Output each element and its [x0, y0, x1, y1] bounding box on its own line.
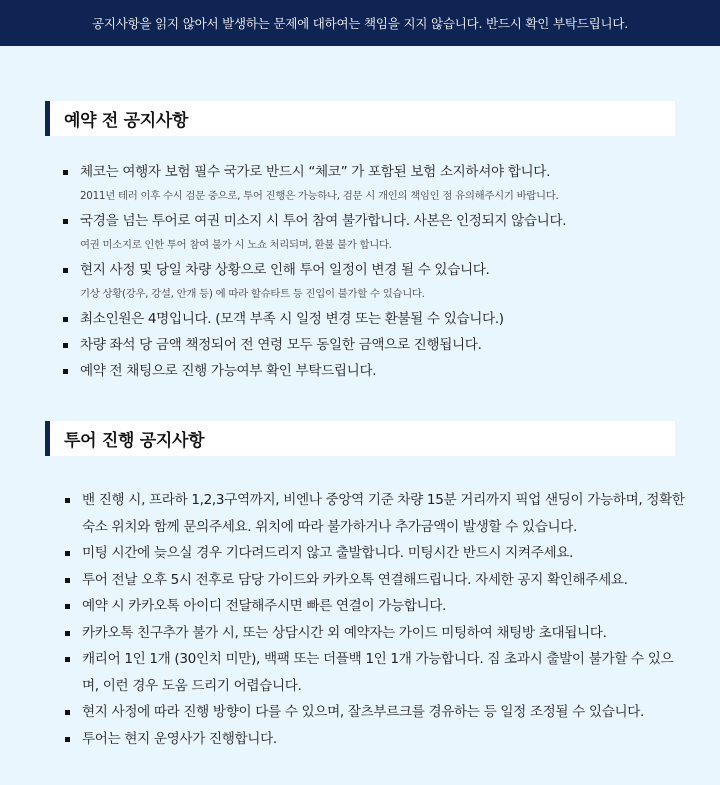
notice-text: 현지 사정에 따라 진행 방향이 다를 수 있으며, 잘츠부르크를 경유하는 등 일정 조정될 수 있습니다. [82, 704, 645, 720]
notice-text: 캐리어 1인 1개 (30인치 미만), 백팩 또는 더플백 1인 1개 가능합니다. 짐 초과시 출발이 불가할 수 있으며, 이런 경우 도움 드리기 어렵습니다. [82, 651, 674, 694]
notice-text: 예약 시 카카오톡 아이디 전달해주시면 빠른 연결이 가능합니다. [82, 598, 447, 614]
notice-text: 국경을 넘는 투어로 여권 미소지 시 투어 참여 불가합니다. 사본은 인정되지 않습니다. [80, 213, 567, 229]
list-item [65, 699, 685, 726]
notice-text: 미팅 시간에 늦으실 경우 기다려드리지 않고 출발합니다. 미팅시간 반드시 지켜주세요. [82, 545, 574, 561]
list-item [65, 726, 685, 753]
notice-text: 체코는 여행자 보험 필수 국가로 반드시 “체코” 가 포함된 보험 소지하셔야 합니다. [80, 164, 551, 180]
notice-text: 밴 진행 시, 프라하 1,2,3구역까지, 비엔나 중앙역 기준 차량 15분 거리까지 픽업 샌딩이 가능하며, 정확한 숙소 위치와 함께 문의주세요. 위치에 따라 불가하거나 추가금액이 발생할 수 있습니다. [82, 492, 685, 535]
list-item [63, 358, 683, 384]
square-bullet-icon [65, 498, 70, 503]
square-bullet-icon [63, 369, 68, 374]
notice-text: 차량 좌석 당 금액 책정되어 전 연령 모두 동일한 금액으로 진행됩니다. [80, 337, 482, 353]
tour-progress-notice-section [45, 421, 685, 747]
square-bullet-icon [65, 604, 70, 609]
list-item [63, 159, 683, 207]
list-item [65, 646, 685, 699]
notice-text: 예약 전 채팅으로 진행 가능여부 확인 부탁드립니다. [80, 363, 377, 379]
list-item [65, 487, 685, 540]
notice-list [63, 159, 683, 384]
section-title: 투어 진행 공지사항 [45, 421, 675, 456]
list-item [65, 567, 685, 594]
notice-list [65, 487, 685, 752]
notice-subtext: 기상 상황(강우, 강설, 안개 등) 에 따라 할슈타트 등 진입이 불가할 수 있습니다. [80, 288, 425, 300]
square-bullet-icon [63, 219, 68, 224]
notice-text: 투어는 현지 운영사가 진행합니다. [82, 730, 277, 747]
pre-booking-notice-section [45, 101, 675, 379]
list-item [63, 306, 683, 332]
list-item [63, 208, 683, 256]
notice-text: 최소인원은 4명입니다. (모객 부족 시 일정 변경 또는 환불될 수 있습니다.) [80, 311, 504, 327]
square-bullet-icon [63, 317, 68, 322]
square-bullet-icon [65, 657, 70, 662]
section-title: 예약 전 공지사항 [45, 101, 675, 136]
top-notice-banner [0, 0, 720, 46]
list-item [65, 593, 685, 620]
square-bullet-icon [65, 578, 70, 583]
square-bullet-icon [63, 343, 68, 348]
square-bullet-icon [65, 631, 70, 636]
square-bullet-icon [63, 268, 68, 273]
list-item [63, 257, 683, 305]
square-bullet-icon [65, 710, 70, 715]
notice-text: 투어 전날 오후 5시 전후로 담당 가이드와 카카오톡 연결해드립니다. 자세한 공지 확인해주세요. [82, 571, 628, 588]
list-item [63, 332, 683, 358]
notice-subtext: 여권 미소지로 인한 투어 참여 불가 시 노쇼 처리되며, 환불 불가 합니다. [80, 239, 392, 251]
square-bullet-icon [65, 737, 70, 742]
notice-subtext: 2011년 테러 이후 수시 검문 중으로, 투어 진행은 가능하나, 검문 시 개인의 책임인 점 유의해주시기 바랍니다. [80, 190, 559, 202]
banner-text: 공지사항을 읽지 않아서 발생하는 문제에 대하여는 책임을 지지 않습니다. 반드시 확인 부탁드립니다. [92, 16, 628, 31]
square-bullet-icon [65, 551, 70, 556]
square-bullet-icon [63, 170, 68, 175]
notice-text: 카카오톡 친구추가 불가 시, 또는 상담시간 외 예약자는 가이드 미팅하여 채팅방 초대됩니다. [82, 624, 607, 641]
notice-text: 현지 사정 및 당일 차량 상황으로 인해 투어 일정이 변경 될 수 있습니다. [80, 262, 490, 278]
list-item [65, 620, 685, 647]
list-item [65, 540, 685, 567]
